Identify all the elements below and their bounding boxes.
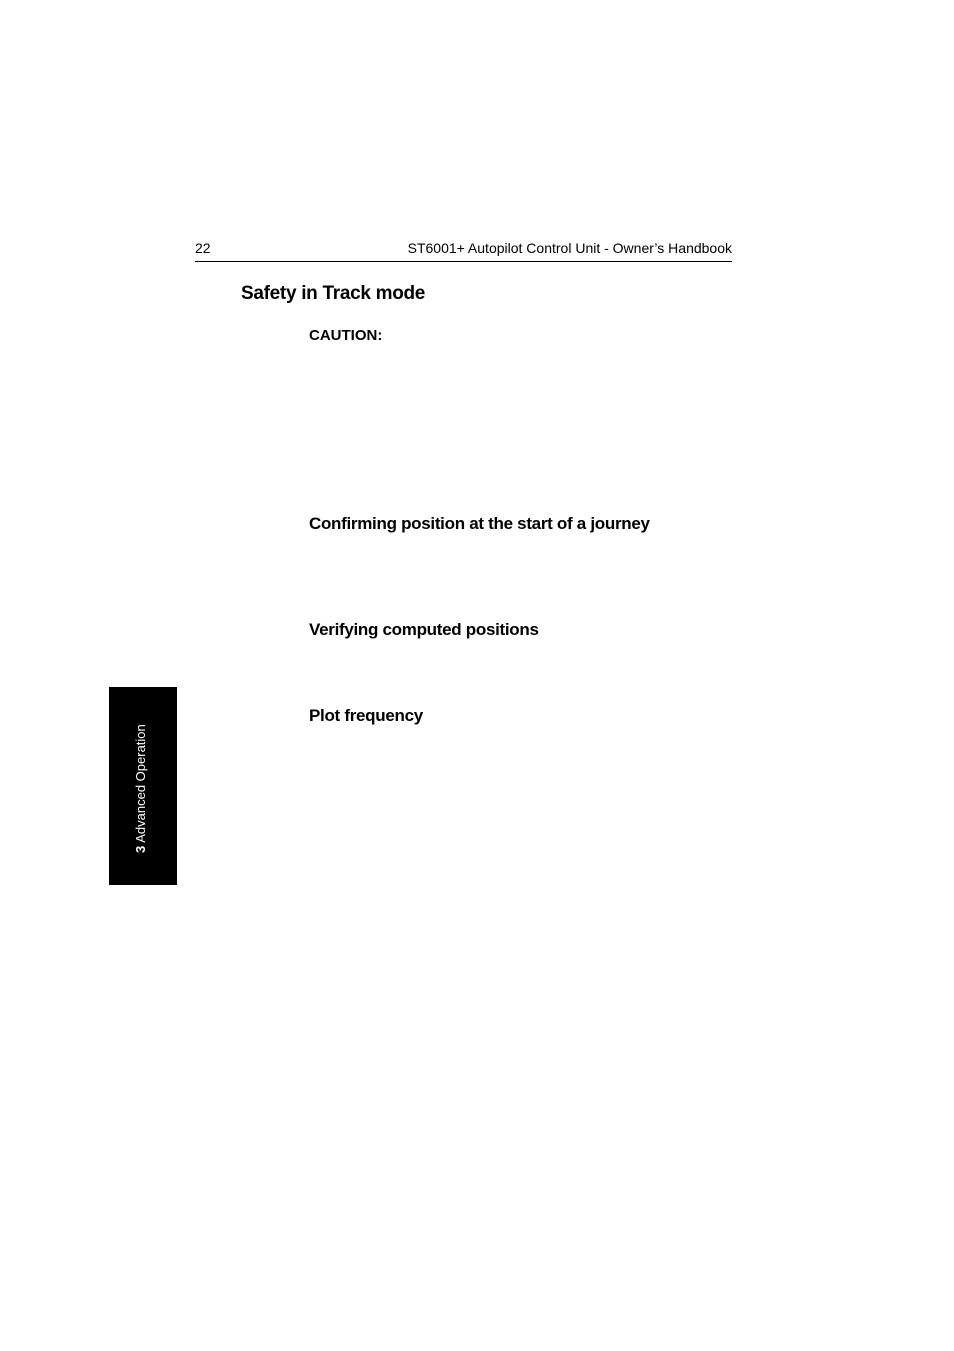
page-number: 22 [195, 240, 211, 256]
running-title: ST6001+ Autopilot Control Unit - Owner’s Handbook [407, 240, 732, 256]
chapter-title: Advanced Operation [133, 724, 148, 843]
page-header [195, 238, 732, 262]
subheading-plot-frequency: Plot frequency [309, 706, 423, 725]
subheading-confirming-position: Confirming position at the start of a journey [309, 514, 650, 533]
caution-label: CAUTION: [309, 327, 383, 344]
chapter-side-tab [109, 687, 177, 885]
chapter-side-tab-label [132, 724, 150, 853]
section-title: Safety in Track mode [241, 283, 426, 304]
chapter-number: 3 [133, 845, 148, 853]
subheading-verifying-positions: Verifying computed positions [309, 620, 539, 639]
